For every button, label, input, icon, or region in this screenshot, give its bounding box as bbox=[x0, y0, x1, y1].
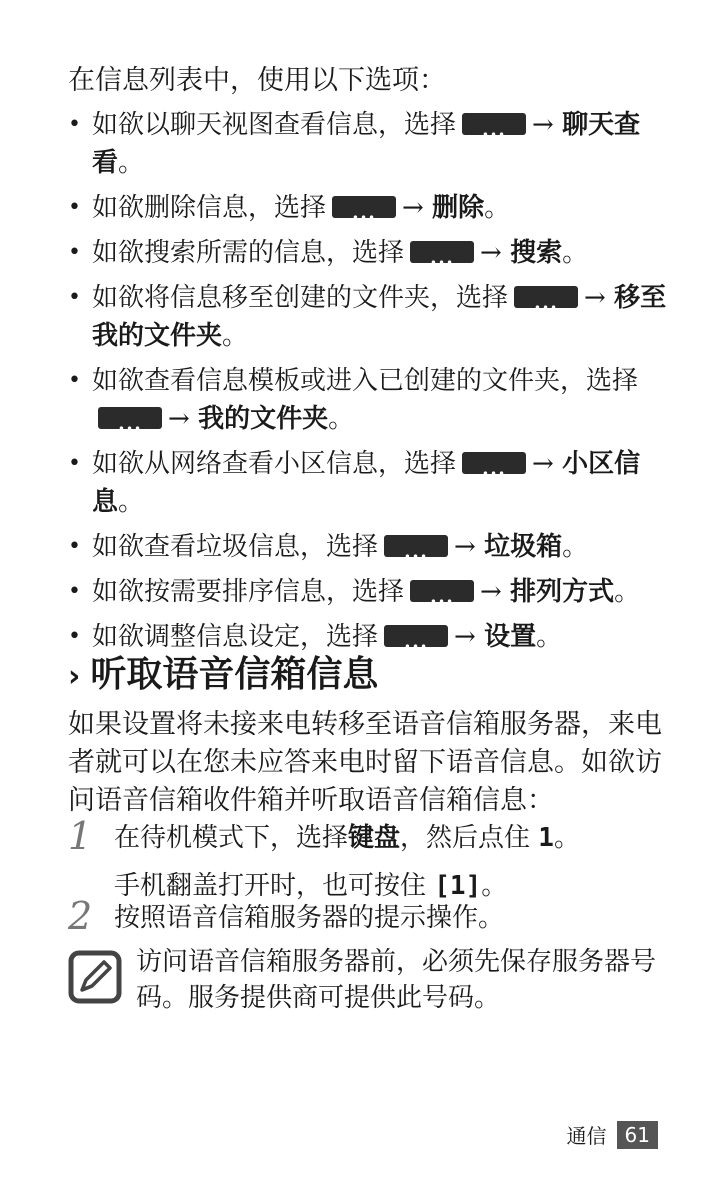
bullet-icon: • bbox=[68, 195, 81, 220]
step-text-part: 。 bbox=[481, 871, 508, 901]
item-target: 移至我的文件夹 bbox=[92, 283, 667, 351]
list-item bbox=[68, 362, 668, 438]
key-1-bracket-label: [1] bbox=[434, 871, 482, 901]
arrow: → bbox=[480, 577, 502, 607]
step-text: 按照语音信箱服务器的提示操作。 bbox=[114, 903, 505, 933]
item-target: 聊天查看 bbox=[92, 110, 641, 178]
item-end: 。 bbox=[222, 321, 249, 351]
menu-key-icon bbox=[514, 286, 578, 308]
item-text: 如欲查看信息模板或进入已创建的文件夹，选择 bbox=[92, 366, 639, 396]
menu-key-icon bbox=[410, 580, 474, 602]
menu-key-icon bbox=[384, 535, 448, 557]
arrow: → bbox=[532, 110, 554, 140]
item-text: 如欲搜索所需的信息，选择 bbox=[92, 238, 405, 268]
arrow: → bbox=[168, 404, 190, 434]
list-item bbox=[68, 279, 668, 355]
step-number: 1 bbox=[68, 814, 93, 858]
arrow: → bbox=[454, 532, 476, 562]
bullet-icon: • bbox=[68, 112, 81, 137]
page-footer bbox=[567, 1120, 658, 1149]
list-item bbox=[68, 445, 668, 521]
list-item bbox=[68, 234, 668, 272]
step-text bbox=[114, 818, 580, 858]
step-number: 2 bbox=[68, 894, 93, 938]
bullet-icon: • bbox=[68, 624, 81, 649]
key-1-label: 1 bbox=[538, 823, 554, 853]
note-pencil-icon bbox=[68, 950, 122, 1004]
menu-key-icon bbox=[462, 113, 526, 135]
menu-key-icon bbox=[410, 241, 474, 263]
item-text: 如欲按需要排序信息，选择 bbox=[92, 577, 405, 607]
step-text-part: 。 bbox=[553, 823, 580, 853]
bullet-icon: • bbox=[68, 451, 81, 476]
section-heading bbox=[68, 650, 378, 702]
note-text: 访问语音信箱服务器前，必须先保存服务器号码。服务提供商可提供此号码。 bbox=[136, 947, 657, 1013]
item-text: 如欲从网络查看小区信息，选择 bbox=[92, 449, 457, 479]
item-target: 小区信息 bbox=[92, 449, 641, 517]
list-item bbox=[68, 106, 668, 182]
item-target: 设置 bbox=[484, 622, 537, 652]
item-text: 如欲将信息移至创建的文件夹，选择 bbox=[92, 283, 509, 313]
step-2 bbox=[68, 894, 505, 938]
arrow: → bbox=[532, 449, 554, 479]
item-target: 排列方式 bbox=[510, 577, 615, 607]
list-item bbox=[68, 528, 668, 566]
item-target: 垃圾箱 bbox=[484, 532, 563, 562]
note-box bbox=[68, 944, 668, 1016]
menu-key-icon bbox=[462, 452, 526, 474]
chevron-right-icon: › bbox=[68, 659, 81, 694]
section-title: 听取语音信箱信息 bbox=[90, 654, 379, 695]
item-text: 如欲查看垃圾信息，选择 bbox=[92, 532, 379, 562]
page-number: 61 bbox=[617, 1121, 658, 1149]
item-end: 。 bbox=[118, 487, 145, 517]
options-list bbox=[68, 106, 668, 663]
step-1 bbox=[68, 814, 580, 906]
item-target: 搜索 bbox=[510, 238, 563, 268]
list-item bbox=[68, 573, 668, 611]
arrow: → bbox=[584, 283, 606, 313]
item-end: 。 bbox=[562, 238, 589, 268]
keypad-label: 键盘 bbox=[348, 823, 401, 853]
arrow: → bbox=[402, 193, 424, 223]
item-text: 如欲以聊天视图查看信息，选择 bbox=[92, 110, 457, 140]
intro-text: 在信息列表中，使用以下选项： bbox=[68, 65, 446, 96]
item-end: 。 bbox=[328, 404, 355, 434]
item-text: 如欲删除信息，选择 bbox=[92, 193, 327, 223]
item-text: 如欲调整信息设定，选择 bbox=[92, 622, 379, 652]
menu-key-icon bbox=[384, 625, 448, 647]
bullet-icon: • bbox=[68, 285, 81, 310]
step-text-part: 手机翻盖打开时，也可按住 bbox=[114, 871, 435, 901]
bullet-icon: • bbox=[68, 240, 81, 265]
list-item bbox=[68, 189, 668, 227]
menu-key-icon bbox=[332, 196, 396, 218]
item-end: 。 bbox=[536, 622, 563, 652]
item-end: 。 bbox=[118, 148, 145, 178]
item-target: 我的文件夹 bbox=[198, 404, 329, 434]
item-end: 。 bbox=[562, 532, 589, 562]
arrow: → bbox=[480, 238, 502, 268]
footer-section: 通信 bbox=[566, 1124, 607, 1148]
item-end: 。 bbox=[614, 577, 641, 607]
item-end: 。 bbox=[484, 193, 511, 223]
bullet-icon: • bbox=[68, 534, 81, 559]
section-paragraph: 如果设置将未接来电转移至语音信箱服务器，来电者就可以在您未应答来电时留下语音信息。如欲访问语音信箱收件箱并听取语音信箱信息： bbox=[68, 709, 662, 816]
arrow: → bbox=[454, 622, 476, 652]
bullet-icon: • bbox=[68, 579, 81, 604]
bullet-icon: • bbox=[68, 368, 81, 393]
step-text-part: ，然后点住 bbox=[400, 823, 539, 853]
step-text-part: 在待机模式下，选择 bbox=[114, 823, 349, 853]
item-target: 删除 bbox=[432, 193, 485, 223]
menu-key-icon bbox=[98, 407, 162, 429]
